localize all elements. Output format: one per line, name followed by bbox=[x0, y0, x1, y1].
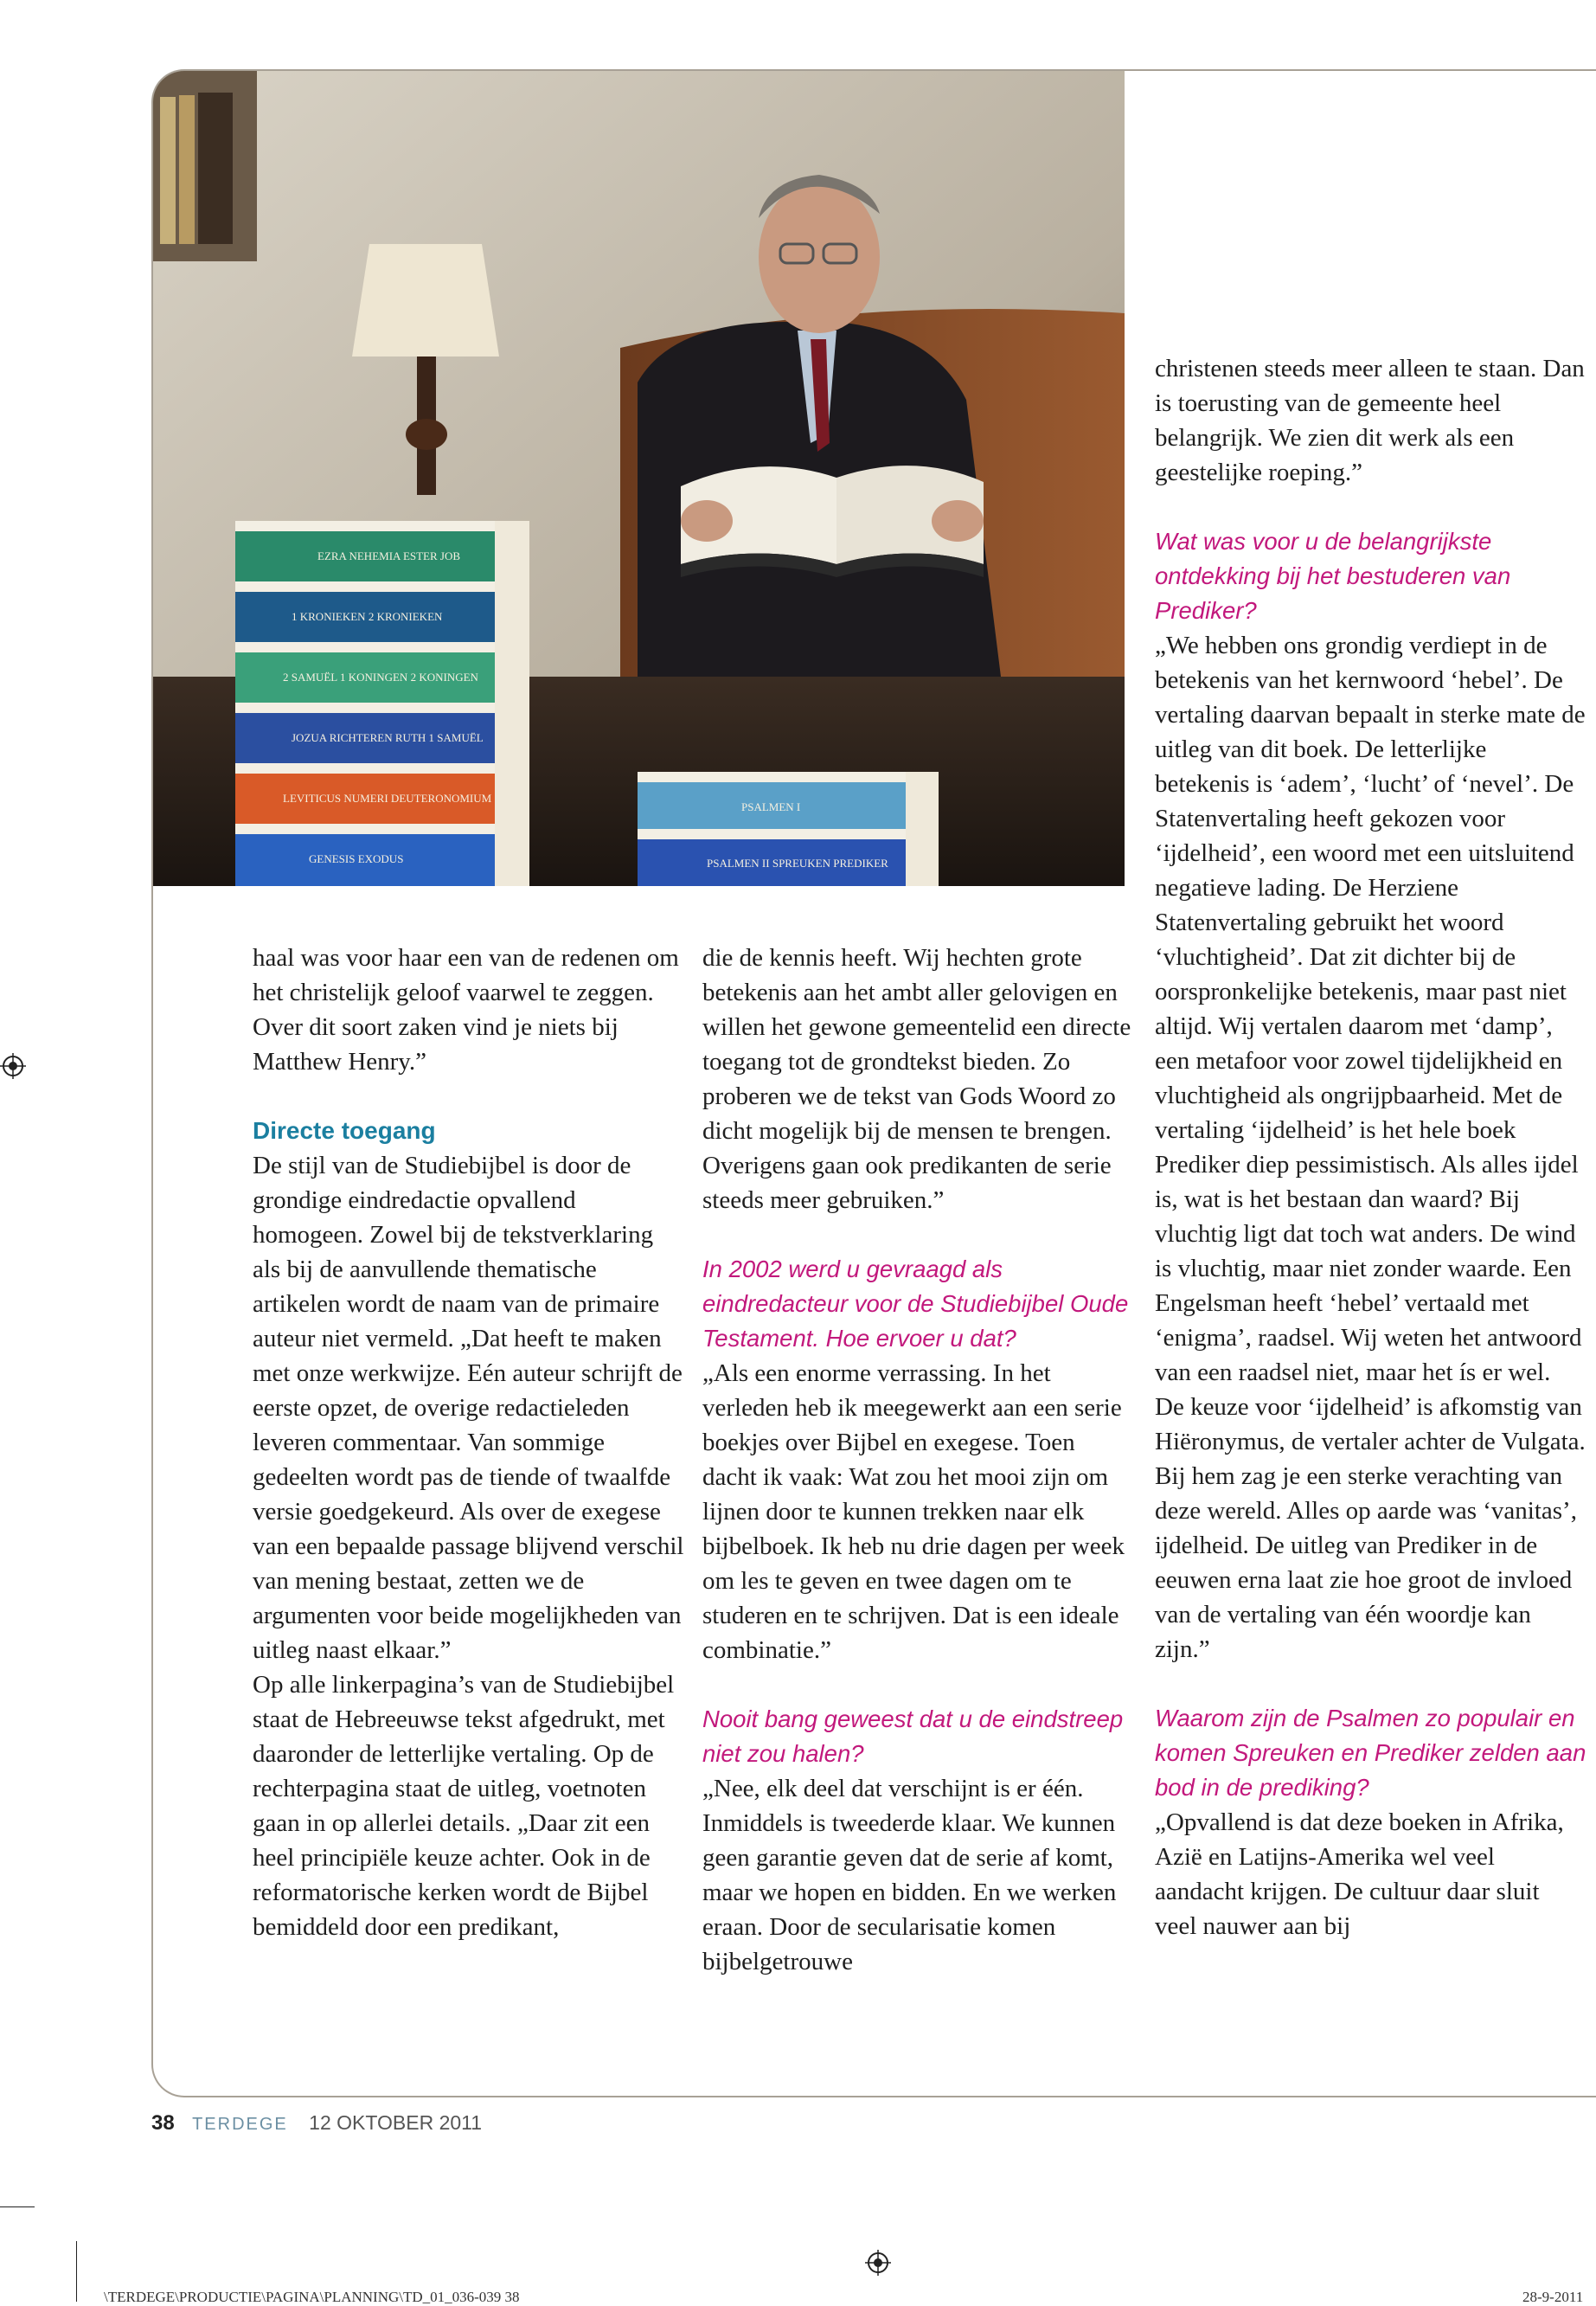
book-spine-8: PSALMEN II SPREUKEN PREDIKER bbox=[707, 857, 888, 870]
interview-question: Nooit bang geweest dat u de eindstreep niet zou halen? bbox=[702, 1705, 1124, 1767]
book-spine-3: 2 SAMUËL 1 KONINGEN 2 KONINGEN bbox=[283, 671, 478, 684]
page-footer bbox=[151, 2111, 482, 2136]
book-spine-7: PSALMEN I bbox=[741, 800, 801, 813]
interview-question: Waarom zijn de Psalmen zo populair en komen Spreuken en Prediker zelden aan bod in de prediking? bbox=[1155, 1705, 1586, 1801]
book-spine-5: LEVITICUS NUMERI DEUTERONOMIUM bbox=[283, 792, 492, 805]
text-column-3 bbox=[1155, 351, 1587, 1943]
book-spine-4: JOZUA RICHTEREN RUTH 1 SAMUËL bbox=[292, 731, 484, 744]
book-spine-1: EZRA NEHEMIA ESTER JOB bbox=[317, 549, 461, 562]
interview-question: In 2002 werd u gevraagd als eindredacteur voor de Studiebijbel Oude Testament. Hoe ervoer u dat? bbox=[702, 1256, 1129, 1352]
issue-date: 12 OKTOBER 2011 bbox=[309, 2111, 483, 2134]
crop-mark bbox=[0, 2206, 35, 2207]
book-stack-left bbox=[235, 521, 529, 886]
interview-question: Wat was voor u de belangrijkste ontdekking bij het bestuderen van Prediker? bbox=[1155, 528, 1511, 624]
paragraph: haal was voor haar een van de redenen om het christelijk geloof vaarwel te zeggen. Over dit soort zaken vind je niets bij Matthew Henry.” bbox=[253, 944, 679, 1076]
section-heading: Directe toegang bbox=[253, 1117, 436, 1144]
article-photo bbox=[153, 71, 1125, 886]
paragraph: „Nee, elk deel dat verschijnt is er één. Inmiddels is tweederde klaar. We kunnen geen garantie geven dat de serie af komt, maar we hopen en bidden. En we werken eraan. Door de secularisatie komen bijbelgetrouwe bbox=[702, 1775, 1117, 1975]
book-spine-6: GENESIS EXODUS bbox=[309, 852, 404, 865]
paragraph: christenen steeds meer alleen te staan. Dan is toerusting van de gemeente heel belangrijk. We zien dit werk als een geestelijke roeping.” bbox=[1155, 355, 1585, 486]
crop-mark bbox=[76, 2241, 77, 2302]
print-slug-date: 28-9-2011 bbox=[1522, 2289, 1584, 2305]
paragraph: De stijl van de Studiebijbel is door de grondige eindredactie opvallend homogeen. Zowel bij de tekstverklaring als bij de aanvullende thematische artikelen wordt de naam van de primaire auteur niet vermeld. „Dat heeft te maken met onze werkwijze. Eén auteur schrijft de eerste opzet, de overige redactieleden leveren commentaar. Van sommige gedeelten wordt pas de tiende of twaalfde versie goedgekeurd. Als over de exegese van een bepaalde passage blijvend verschil van mening bestaat, zetten we de argumenten voor beide mogelijkheden van uitleg naast elkaar.” bbox=[253, 1152, 684, 1664]
registration-mark-icon bbox=[0, 1053, 26, 1079]
text-column-1 bbox=[253, 941, 685, 1944]
paragraph: „Als een enorme verrassing. In het verleden heb ik meegewerkt aan een serie boekjes over Bijbel en exegese. Toen dacht ik vaak: Wat zou het mooi zijn om lijnen door te kunnen trekken naar elk bijbelboek. Ik heb nu drie dagen per week om les te geven en twee dagen om te studeren en te schrijven. Dat is een ideale combinatie.” bbox=[702, 1359, 1125, 1664]
text-column-2 bbox=[702, 941, 1135, 1979]
print-slug-path: \TERDEGE\PRODUCTIE\PAGINA\PLANNING\TD_01_036-039 38 bbox=[104, 2289, 520, 2305]
paragraph: De keuze voor ‘ijdelheid’ is afkomstig van Hiëronymus, de vertaler achter de Vulgata. Bij hem zag je een sterke verachting van deze wereld. Alles op aarde was ‘vanitas’, ijdelheid. De uitleg van Prediker in de eeuwen erna laat zie hoe groot de invloed van de vertaling van één woordje kan zijn.” bbox=[1155, 1393, 1586, 1663]
paragraph: Op alle linkerpagina’s van de Studiebijbel staat de Hebreeuwse tekst afgedrukt, met daaronder de letterlijke vertaling. Op de rechterpagina staat de uitleg, voetnoten gaan in op allerlei details. „Daar zit een heel principiële keuze achter. Ook in de reformatorische kerken wordt de Bijbel bemiddeld door een predikant, bbox=[253, 1671, 675, 1941]
magazine-name: TERDEGE bbox=[192, 2115, 288, 2134]
paragraph: die de kennis heeft. Wij hechten grote betekenis aan het ambt aller gelovigen en willen het gewone gemeentelid een directe toegang tot de grondtekst bieden. Zo proberen we de tekst van Gods Woord zo dicht mogelijk bij de mensen te brengen. Overigens gaan ook predikanten de serie steeds meer gebruiken.” bbox=[702, 944, 1131, 1214]
book-spine-2: 1 KRONIEKEN 2 KRONIEKEN bbox=[292, 610, 443, 623]
registration-mark-icon bbox=[865, 2250, 891, 2276]
page-number: 38 bbox=[151, 2111, 175, 2135]
paragraph: „We hebben ons grondig verdiept in de betekenis van het kernwoord ‘hebel’. De vertaling daarvan bepaalt in sterke mate de uitleg van dit boek. De letterlijke betekenis is ‘adem’, ‘lucht’ of ‘nevel’. De Statenvertaling heeft gekozen voor ‘ijdelheid’, een woord met een uitsluitend negatieve lading. De Herziene Statenvertaling gebruikt het woord ‘vluchtigheid’. Dat zit dichter bij de oorspronkelijke betekenis, maar past niet altijd. Wij vertalen daarom met ‘damp’, een metafoor voor zowel tijdelijkheid en vluchtigheid als ongrijpbaarheid. Met de vertaling ‘ijdelheid’ is het hele boek Prediker diep pessimistisch. Als alles ijdel is, wat is het bestaan dan waard? Bij vluchtig ligt dat toch wat anders. De wind is vluchtig, maar niet zonder waarde. Een Engelsman heeft ‘hebel’ vertaald met ‘enigma’, raadsel. Wij weten het antwoord van een raadsel niet, maar het ís er wel. bbox=[1155, 632, 1586, 1386]
paragraph: „Opvallend is dat deze boeken in Afrika, Azië en Latijns-Amerika wel veel aandacht krijgen. De cultuur daar sluit veel nauwer aan bij bbox=[1155, 1808, 1564, 1940]
